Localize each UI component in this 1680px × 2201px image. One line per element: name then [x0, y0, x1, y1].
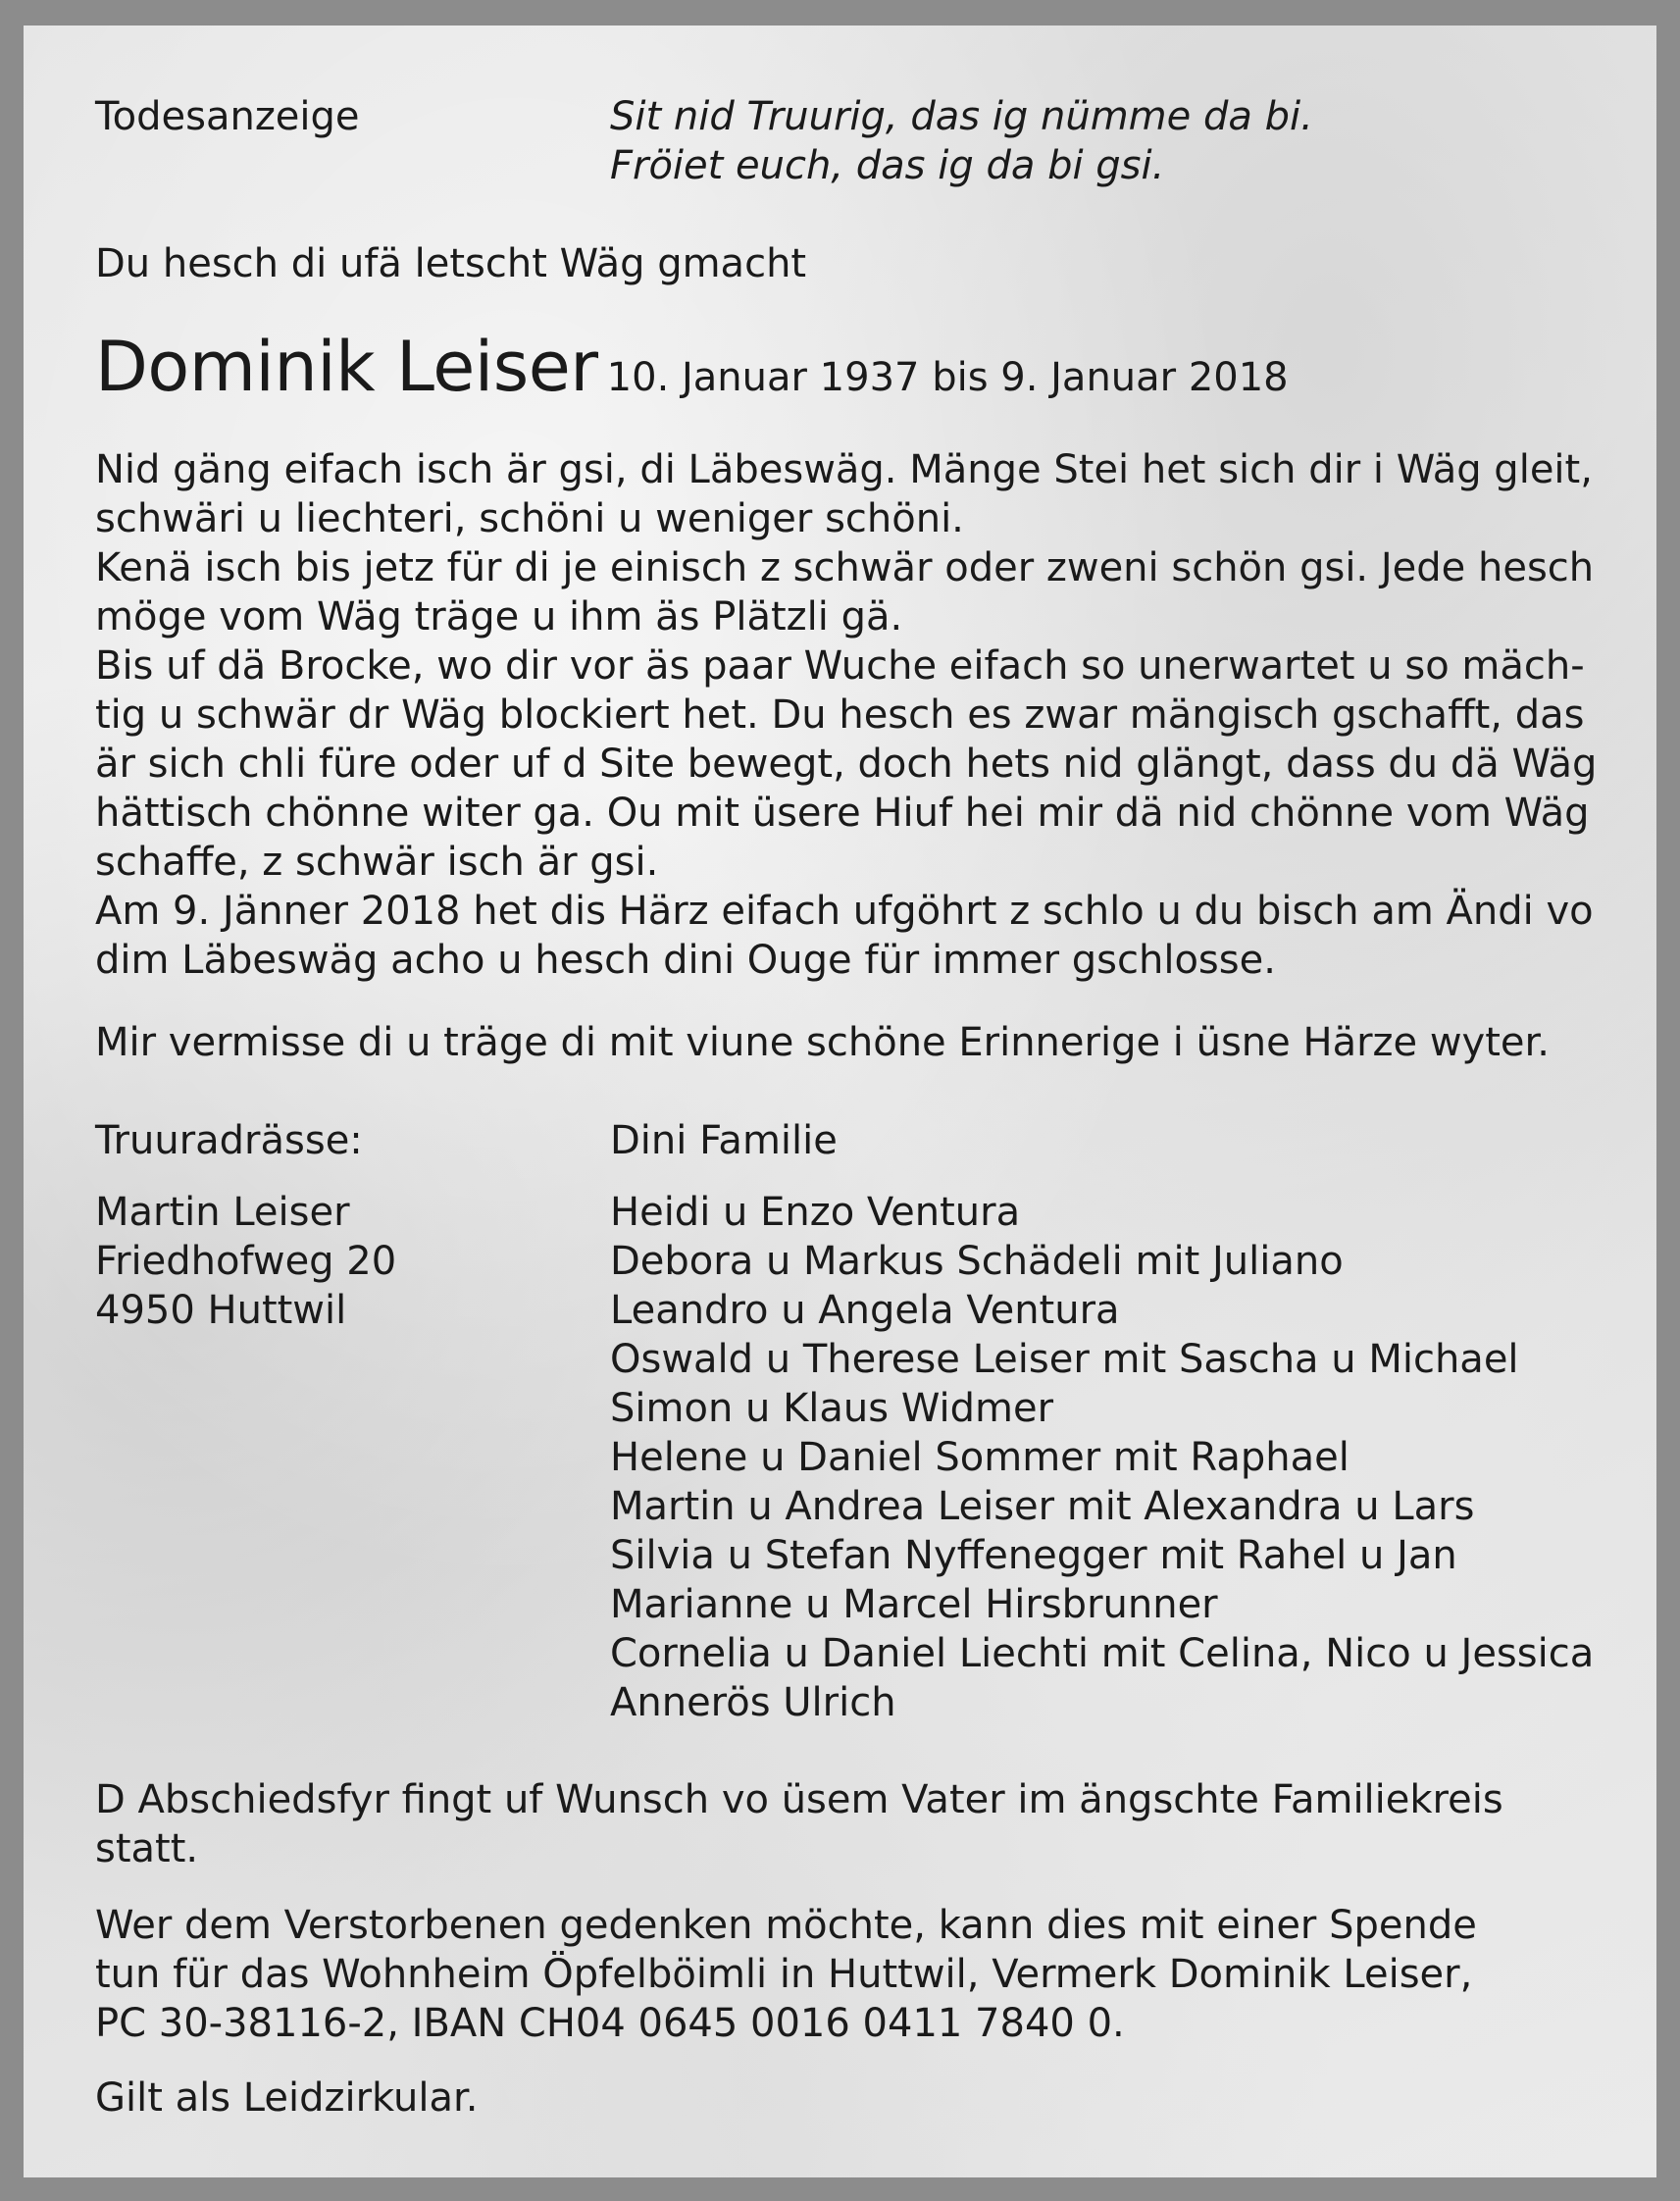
address-line: 4950 Huttwil: [95, 1288, 347, 1333]
motto-line-1: Sit nid Truurig, das ig nümme da bi.: [610, 94, 1313, 139]
body-line: Kenä isch bis jetz für di je einisch z schwär oder zweni schön gsi. Jede hesch: [95, 545, 1595, 590]
family-member: Martin u Andrea Leiser mit Alexandra u Lars: [610, 1484, 1475, 1529]
body-line: schwäri u liechteri, schöni u weniger schöni.: [95, 496, 964, 541]
deceased-heading: [95, 323, 1289, 411]
family-member: Heidi u Enzo Ventura: [610, 1190, 1021, 1235]
family-member: Debora u Markus Schädeli mit Juliano: [610, 1239, 1344, 1284]
body-line: tig u schwär dr Wäg blockiert het. Du hesch es zwar mängisch gschafft, das: [95, 692, 1585, 738]
family-member: Annerös Ulrich: [610, 1680, 896, 1725]
family-member: Simon u Klaus Widmer: [610, 1386, 1054, 1431]
family-member: Leandro u Angela Ventura: [610, 1288, 1120, 1333]
body-line: möge vom Wäg träge u ihm äs Plätzli gä.: [95, 594, 903, 640]
family-member: Marianne u Marcel Hirsbrunner: [610, 1582, 1218, 1627]
intro-line: Du hesch di ufä letscht Wäg gmacht: [95, 241, 807, 286]
family-member: Cornelia u Daniel Liechti mit Celina, Nico u Jessica: [610, 1631, 1595, 1676]
ceremony-line: D Abschiedsfyr fingt uf Wunsch vo üsem Vater im ängschte Familiekreis: [95, 1777, 1503, 1822]
family-list: [610, 1188, 1594, 1727]
body-line: schaffe, z schwär isch är gsi.: [95, 840, 659, 885]
address-line: Martin Leiser: [95, 1190, 350, 1235]
body-line: Am 9. Jänner 2018 het dis Härz eifach ufgöhrt z schlo u du bisch am Ändi vo: [95, 889, 1594, 934]
body-line: hättisch chönne witer ga. Ou mit üsere Hiuf hei mir dä nid chönne vom Wäg: [95, 791, 1590, 836]
remembrance-line: Mir vermisse di u träge di mit viune schöne Erinnerige i üsne Härze wyter.: [95, 1020, 1551, 1065]
body-text: [95, 445, 1597, 985]
body-line: Bis uf dä Brocke, wo dir vor äs paar Wuche eifach so unerwartet u so mäch-: [95, 643, 1585, 689]
mourning-address: [95, 1188, 396, 1335]
notice-type-label: Todesanzeige: [95, 94, 360, 139]
body-line: Nid gäng eifach isch är gsi, di Läbeswäg. Mänge Stei het sich dir i Wäg gleit,: [95, 447, 1593, 492]
ceremony-line: statt.: [95, 1826, 199, 1871]
body-line: dim Läbeswäg acho u hesch dini Ouge für immer gschlosse.: [95, 938, 1276, 983]
deceased-dates: 10. Januar 1937 bis 9. Januar 2018: [606, 355, 1289, 400]
motto-line-2: Fröiet euch, das ig da bi gsi.: [610, 143, 1165, 188]
donation-line: Wer dem Verstorbenen gedenken möchte, kann dies mit einer Spende: [95, 1903, 1477, 1948]
family-member: Helene u Daniel Sommer mit Raphael: [610, 1435, 1349, 1480]
family-member: Silvia u Stefan Nyffenegger mit Rahel u Jan: [610, 1533, 1457, 1578]
donation-note: [95, 1901, 1477, 2048]
address-line: Friedhofweg 20: [95, 1239, 397, 1284]
body-line: är sich chli füre oder uf d Site bewegt, doch hets nid glängt, dass du dä Wäg: [95, 742, 1598, 787]
address-label: Truuradrässe:: [95, 1118, 363, 1163]
donation-line: tun für das Wohnheim Öpfelböimli in Huttwil, Vermerk Dominik Leiser,: [95, 1952, 1473, 1997]
ceremony-note: [95, 1775, 1503, 1873]
circular-note: Gilt als Leidzirkular.: [95, 2075, 479, 2121]
notice-sheet: [24, 26, 1656, 2177]
deceased-name: Dominik Leiser: [95, 327, 598, 407]
family-label: Dini Familie: [610, 1118, 838, 1163]
family-member: Oswald u Therese Leiser mit Sascha u Michael: [610, 1337, 1519, 1382]
donation-line: PC 30-38116-2, IBAN CH04 0645 0016 0411 7840 0.: [95, 2001, 1125, 2046]
